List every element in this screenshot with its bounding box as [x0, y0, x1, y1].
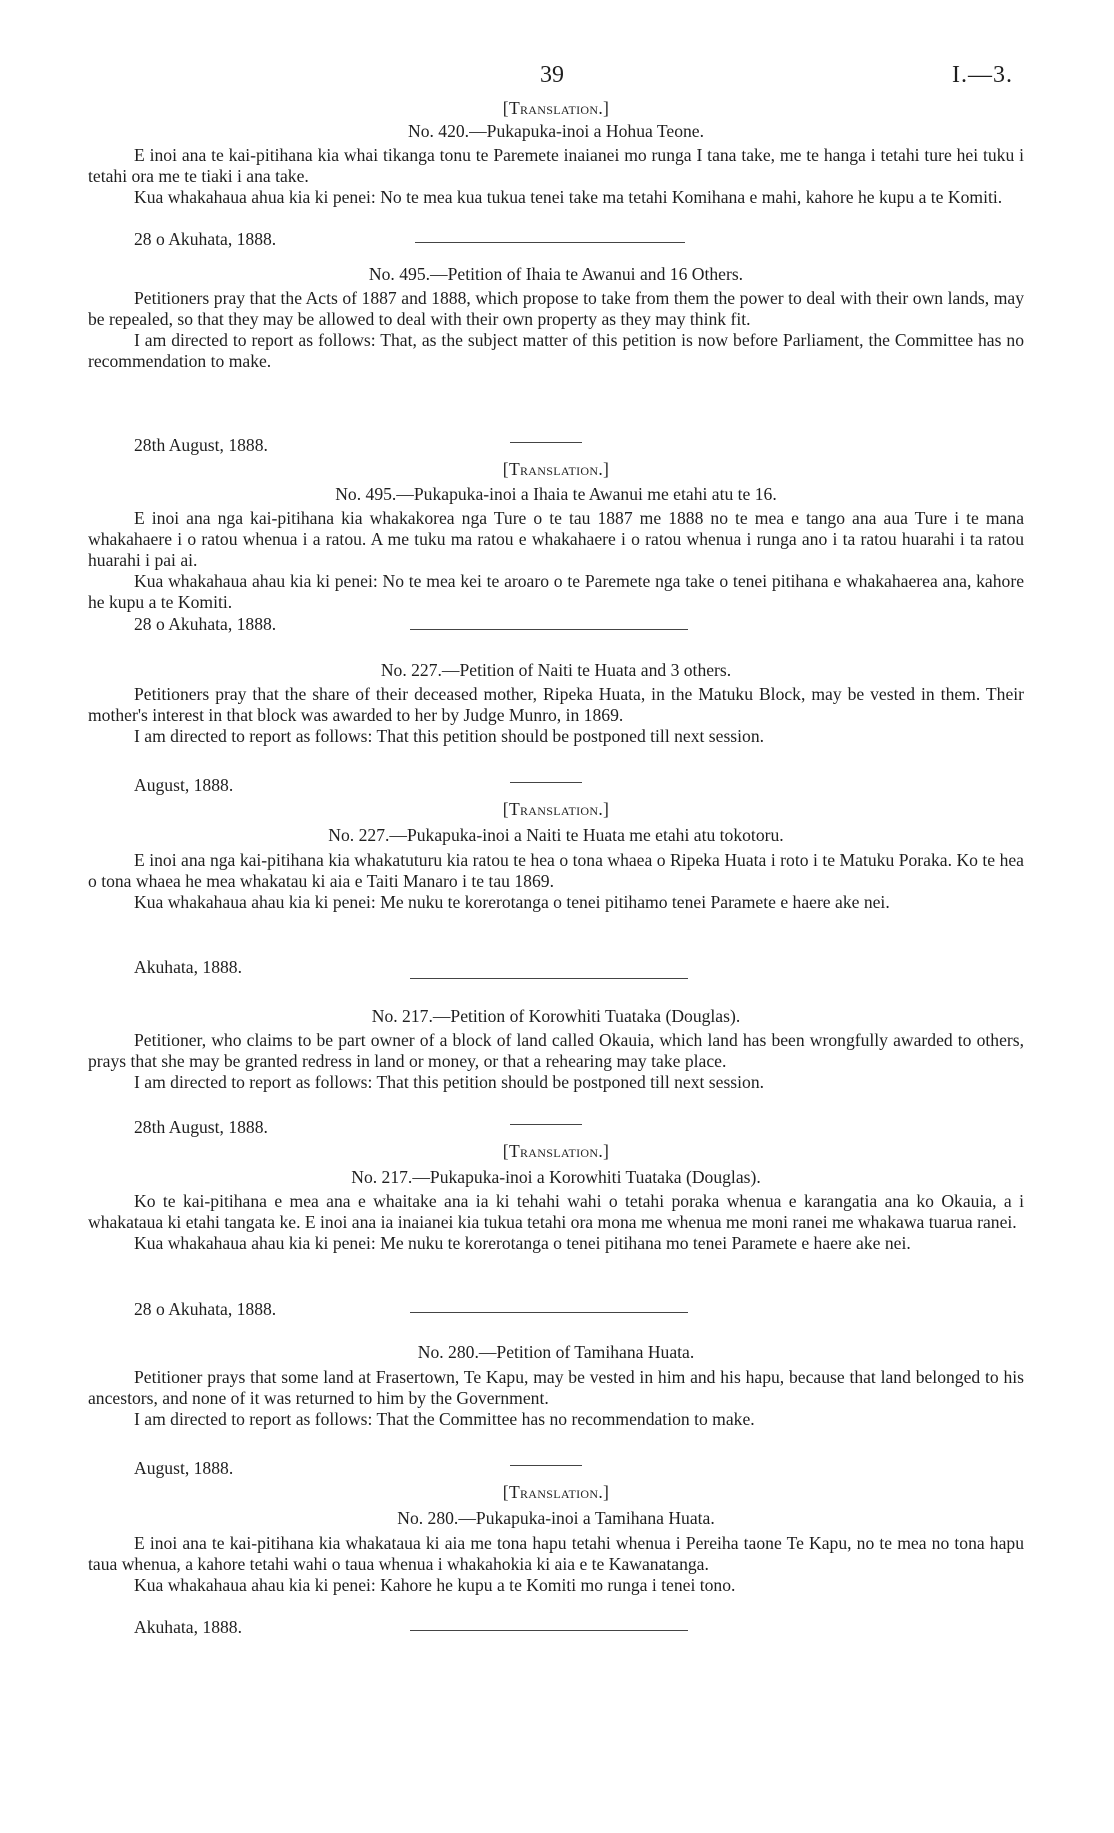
petition-section — [88, 684, 1024, 747]
committee-report: Kua whakahaua ahau kia ki penei: No te mea kei te aroaro o te Paremete nga take o tenei pitihana e whakahaerea ana, kahore he kupu a te Komiti. — [88, 571, 1024, 612]
petition-section — [88, 1533, 1024, 1596]
committee-report: I am directed to report as follows: That, as the subject matter of this petition is now before Parliament, the Committee has no recommendation to make. — [88, 330, 1024, 371]
petition-heading: No. 280.—Petition of Tamihana Huata. — [417, 1342, 695, 1362]
section-divider — [410, 978, 688, 979]
petition-heading: No. 495.—Pukapuka-inoi a Ihaia te Awanui me etahi atu te 16. — [335, 484, 777, 504]
committee-report: Kua whakahaua ahau kia ki penei: Kahore he kupu a te Komiti mo runga i tenei tono. — [134, 1575, 736, 1595]
section-divider — [510, 782, 582, 783]
petition-body: E inoi ana nga kai-pitihana kia whakakorea nga Ture o te tau 1887 me 1888 no te mea e tango ana aua Ture i te mana whakahaere i o ratou whenua i a ratou. A me tuku ma ratou e whakahaere i o ratou whenua i runga ano i ta ratou huarahi i ta ratou huarahi i pai ai. — [88, 508, 1024, 570]
report-date: 28th August, 1888. — [134, 1117, 268, 1137]
petition-body: Petitioners pray that the Acts of 1887 and 1888, which propose to take from them the power to deal with their own lands, may be repealed, so that they may be allowed to deal with their own property as they may think fit. — [88, 288, 1024, 329]
section-divider — [410, 1630, 688, 1631]
petition-body: Ko te kai-pitihana e mea ana e whaitake ana ia ki tehahi wahi o tetahi poraka whenua e karangatia ana ko Okauia, a i whakataua ki etahi tangata ke. E inoi ana ia inaianei kia tukua tetahi ora mona me whenua me moni ranei me whakawa tuarua ranei. — [88, 1191, 1024, 1232]
petition-heading: No. 280.—Pukapuka-inoi a Tamihana Huata. — [397, 1508, 715, 1528]
page-number: 39 — [540, 62, 564, 88]
committee-report: Kua whakahaua ahau kia ki penei: Me nuku te korerotanga o tenei pitihana mo tenei Paramete e haere ake nei. — [134, 1233, 911, 1253]
translation-label: [Translation.] — [502, 459, 610, 479]
paper-reference: I.—3. — [952, 62, 1013, 88]
report-date: 28 o Akuhata, 1888. — [134, 229, 277, 249]
petition-heading: No. 217.—Pukapuka-inoi a Korowhiti Tuataka (Douglas). — [351, 1167, 761, 1187]
report-date: August, 1888. — [134, 775, 234, 795]
report-date: 28 o Akuhata, 1888. — [134, 1299, 277, 1319]
petition-section — [88, 1367, 1024, 1430]
petition-heading: No. 227.—Pukapuka-inoi a Naiti te Huata me etahi atu tokotoru. — [328, 825, 784, 845]
report-date: Akuhata, 1888. — [134, 957, 242, 977]
report-date: 28 o Akuhata, 1888. — [134, 614, 277, 634]
petition-body: Petitioners pray that the share of their deceased mother, Ripeka Huata, in the Matuku Block, may be vested in them. Their mother's interest in that block was awarded to her by Judge Munro, in 1869. — [88, 684, 1024, 725]
report-date: 28th August, 1888. — [134, 435, 268, 455]
petition-heading: No. 420.—Pukapuka-inoi a Hohua Teone. — [407, 121, 705, 141]
petition-section — [88, 1030, 1024, 1093]
section-divider — [415, 242, 685, 243]
petition-body: Petitioner, who claims to be part owner of a block of land called Okauia, which land has been wrongfully awarded to others, prays that she may be granted redress in land or money, or that a rehearing may take place. — [88, 1030, 1024, 1071]
petition-section — [88, 145, 1024, 208]
petition-section — [88, 850, 1024, 913]
section-divider — [410, 1312, 688, 1313]
translation-label: [Translation.] — [502, 98, 610, 118]
petition-heading: No. 217.—Petition of Korowhiti Tuataka (Douglas). — [371, 1006, 741, 1026]
section-divider — [510, 1465, 582, 1466]
report-date: August, 1888. — [134, 1458, 234, 1478]
petition-heading: No. 495.—Petition of Ihaia te Awanui and 16 Others. — [368, 264, 744, 284]
section-divider — [510, 442, 582, 443]
translation-label: [Translation.] — [502, 799, 610, 819]
report-date: Akuhata, 1888. — [134, 1617, 242, 1637]
committee-report: I am directed to report as follows: That the Committee has no recommendation to make. — [134, 1409, 755, 1429]
committee-report: Kua whakahaua ahua kia ki penei: No te mea kua tukua tenei take ma tetahi Komihana e mahi, kahore he kupu a te Komiti. — [134, 187, 1003, 207]
committee-report: I am directed to report as follows: That this petition should be postponed till next session. — [134, 726, 765, 746]
petition-body: Petitioner prays that some land at Frasertown, Te Kapu, may be vested in him and his hapu, because that land belonged to his ancestors, and none of it was returned to him by the Government. — [88, 1367, 1024, 1408]
petition-section — [88, 508, 1024, 613]
committee-report: I am directed to report as follows: That this petition should be postponed till next session. — [134, 1072, 765, 1092]
committee-report: Kua whakahaua ahau kia ki penei: Me nuku te korerotanga o tenei pitihamo tenei Paramete e haere ake nei. — [134, 892, 890, 912]
petition-body: E inoi ana nga kai-pitihana kia whakatuturu kia ratou te hea o tona whaea o Ripeka Huata i roto i te Matuku Poraka. Ko te hea o tona whaea he mea whakatau ki aia e Taiti Manaro i te tau 1869. — [88, 850, 1024, 891]
petition-body: E inoi ana te kai-pitihana kia whai tikanga tonu te Paremete inaianei mo runga I tana take, me te hanga i tetahi ture hei tuku i tetahi ora me te tiaki i ana take. — [88, 145, 1024, 186]
petition-heading: No. 227.—Petition of Naiti te Huata and 3 others. — [380, 660, 732, 680]
petition-section — [88, 1191, 1024, 1254]
petition-section — [88, 288, 1024, 372]
translation-label: [Translation.] — [502, 1482, 610, 1502]
section-divider — [510, 1124, 582, 1125]
section-divider — [410, 629, 688, 630]
translation-label: [Translation.] — [502, 1141, 610, 1161]
petition-body: E inoi ana te kai-pitihana kia whakataua ki aia me tona hapu tetahi whenua i Pereiha taone Te Kapu, no te mea no tona hapu taua whenua, a kahore tetahi wahi o taua whenua i whakahokia ki aia e te Kawanatanga. — [88, 1533, 1024, 1574]
